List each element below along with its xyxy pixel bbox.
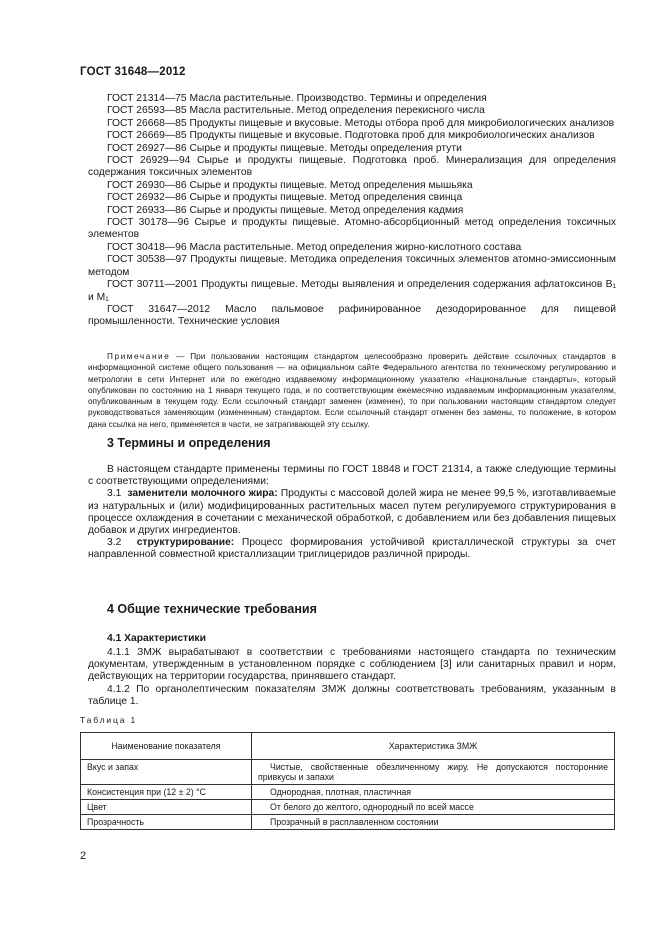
term-3-2 bbox=[88, 537, 616, 561]
organoleptic-table bbox=[80, 732, 615, 830]
section-3-intro: В настоящем стандарте применены термины по ГОСТ 18848 и ГОСТ 21314, а также следующие термины с соответствующими определениями: bbox=[88, 464, 616, 488]
term-definition: Процесс формирования устойчивой кристаллической структуры за счет направленной совместной кристаллизации триглицеридов различной природы. bbox=[88, 537, 616, 561]
term-name: структурирование: bbox=[136, 537, 235, 549]
table-cell: Прозрачность bbox=[81, 815, 252, 830]
table-row bbox=[81, 785, 615, 800]
reference-item: ГОСТ 30538—97 Продукты пищевые. Методика определения токсичных элементов атомно-эмиссионным методом bbox=[88, 254, 616, 278]
section-3-title: 3 Термины и определения bbox=[107, 436, 271, 450]
table-cell: Прозрачный в расплавленном состоянии bbox=[252, 815, 615, 830]
table-caption: Таблица 1 bbox=[80, 715, 138, 725]
table-cell: Консистенция при (12 ± 2) °С bbox=[81, 785, 252, 800]
reference-item: ГОСТ 30418—96 Масла растительные. Метод определения жирно-кислотного состава bbox=[107, 241, 522, 253]
reference-item: ГОСТ 26669—85 Продукты пищевые и вкусовые. Подготовка проб для микробиологических анализов bbox=[107, 130, 595, 142]
normative-references bbox=[88, 93, 616, 329]
page-number: 2 bbox=[80, 850, 87, 862]
reference-item: ГОСТ 26932—86 Сырье и продукты пищевые. Метод определения свинца bbox=[107, 192, 463, 204]
table-row bbox=[81, 815, 615, 830]
table-cell: Однородная, плотная, пластичная bbox=[252, 785, 615, 800]
reference-item: ГОСТ 26933—86 Сырье и продукты пищевые. Метод определения кадмия bbox=[107, 204, 464, 216]
reference-item: ГОСТ 26929—94 Сырье и продукты пищевые. Подготовка проб. Минерализация для определения содержания токсичных элементов bbox=[88, 155, 616, 179]
paragraph-4-1-2: 4.1.2 По органолептическим показателям ЗМЖ должны соответствовать требованиям, указанным в таблице 1. bbox=[88, 683, 616, 707]
table-cell: Цвет bbox=[81, 800, 252, 815]
reference-item: ГОСТ 26927—86 Сырье и продукты пищевые. Методы определения ртути bbox=[107, 142, 462, 154]
table-header-cell: Характеристика ЗМЖ bbox=[252, 733, 615, 760]
term-name: заменители молочного жира: bbox=[127, 488, 278, 500]
table-header-cell: Наименование показателя bbox=[81, 733, 252, 760]
section-4-body bbox=[88, 647, 616, 708]
term-number: 3.2 bbox=[107, 537, 122, 549]
term-definition: Продукты с массовой долей жира не менее 99,5 %, изготавливаемые из натуральных и (или) модифицированных растительных масел путем регулируемого структурирования в процессе охлаждения в сочетании с механической обработкой, с добавлением или без добавления пищевых добавок и других ингредиентов. bbox=[88, 488, 616, 537]
reference-item: ГОСТ 21314—75 Масла растительные. Производство. Термины и определения bbox=[107, 93, 487, 104]
note-label: Примечание bbox=[107, 352, 171, 361]
section-4-title: 4 Общие технические требования bbox=[107, 602, 317, 616]
term-3-1 bbox=[88, 488, 616, 537]
section-3-body bbox=[88, 464, 616, 562]
reference-item: ГОСТ 26668—85 Продукты пищевые и вкусовые. Методы отбора проб для микробиологических анализов bbox=[107, 117, 615, 129]
table-header-row bbox=[81, 733, 615, 760]
paragraph-4-1-1: 4.1.1 ЗМЖ вырабатывают в соответствии с требованиями настоящего стандарта по техническим документам, утвержденным в установленном порядке с соблюдением [3] или санитарных правил и норм, действующих на территории государства, принявшего стандарт. bbox=[88, 647, 616, 683]
document-header: ГОСТ 31648—2012 bbox=[80, 66, 186, 78]
table-cell: Чистые, свойственные обезличенному жиру. Не допускаются посторонние привкусы и запахи bbox=[252, 760, 615, 785]
term-number: 3.1 bbox=[107, 488, 122, 500]
reference-item: ГОСТ 30711—2001 Продукты пищевые. Методы выявления и определения содержания афлатоксинов B₁ и M₁ bbox=[88, 279, 616, 303]
reference-item: ГОСТ 31647—2012 Масло пальмовое рафинированное дезодорированное для пищевой промышленности. Технические условия bbox=[88, 303, 616, 328]
note-text: — При пользовании настоящим стандартом целесообразно проверить действие ссылочных стандартов в информационной системе общего пользования — на официальном сайте Федерального агентства по техническому регулированию и метрологии в сети Интернет или по ежегодно издаваемому информационному указателю «Национальные стандарты», который опубликован по состоянию на 1 января текущего года, и по соответствующим ежемесячно издаваемым информационным указателям, опубликованным в текущем году. Если ссылочный стандарт заменен (изменен), то при пользовании настоящим стандартом следует руководствоваться заменяющим (измененным) стандартом. Если ссылочный стандарт отменен без замены, то положение, в котором дана ссылка на него, применяется в части, не затрагивающей эту ссылку. bbox=[88, 352, 616, 429]
table-cell: От белого до желтого, однородный по всей массе bbox=[252, 800, 615, 815]
reference-item: ГОСТ 26593—85 Масла растительные. Метод определения перекисного числа bbox=[107, 105, 485, 117]
table-row bbox=[81, 760, 615, 785]
subsection-4-1-title: 4.1 Характеристики bbox=[107, 633, 206, 644]
table-row bbox=[81, 800, 615, 815]
reference-item: ГОСТ 26930—86 Сырье и продукты пищевые. Метод определения мышьяка bbox=[107, 179, 473, 191]
reference-item: ГОСТ 30178—96 Сырье и продукты пищевые. Атомно-абсорбционный метод определения токсичных элементов bbox=[88, 217, 616, 241]
table-cell: Вкус и запах bbox=[81, 760, 252, 785]
note-block bbox=[88, 351, 616, 430]
